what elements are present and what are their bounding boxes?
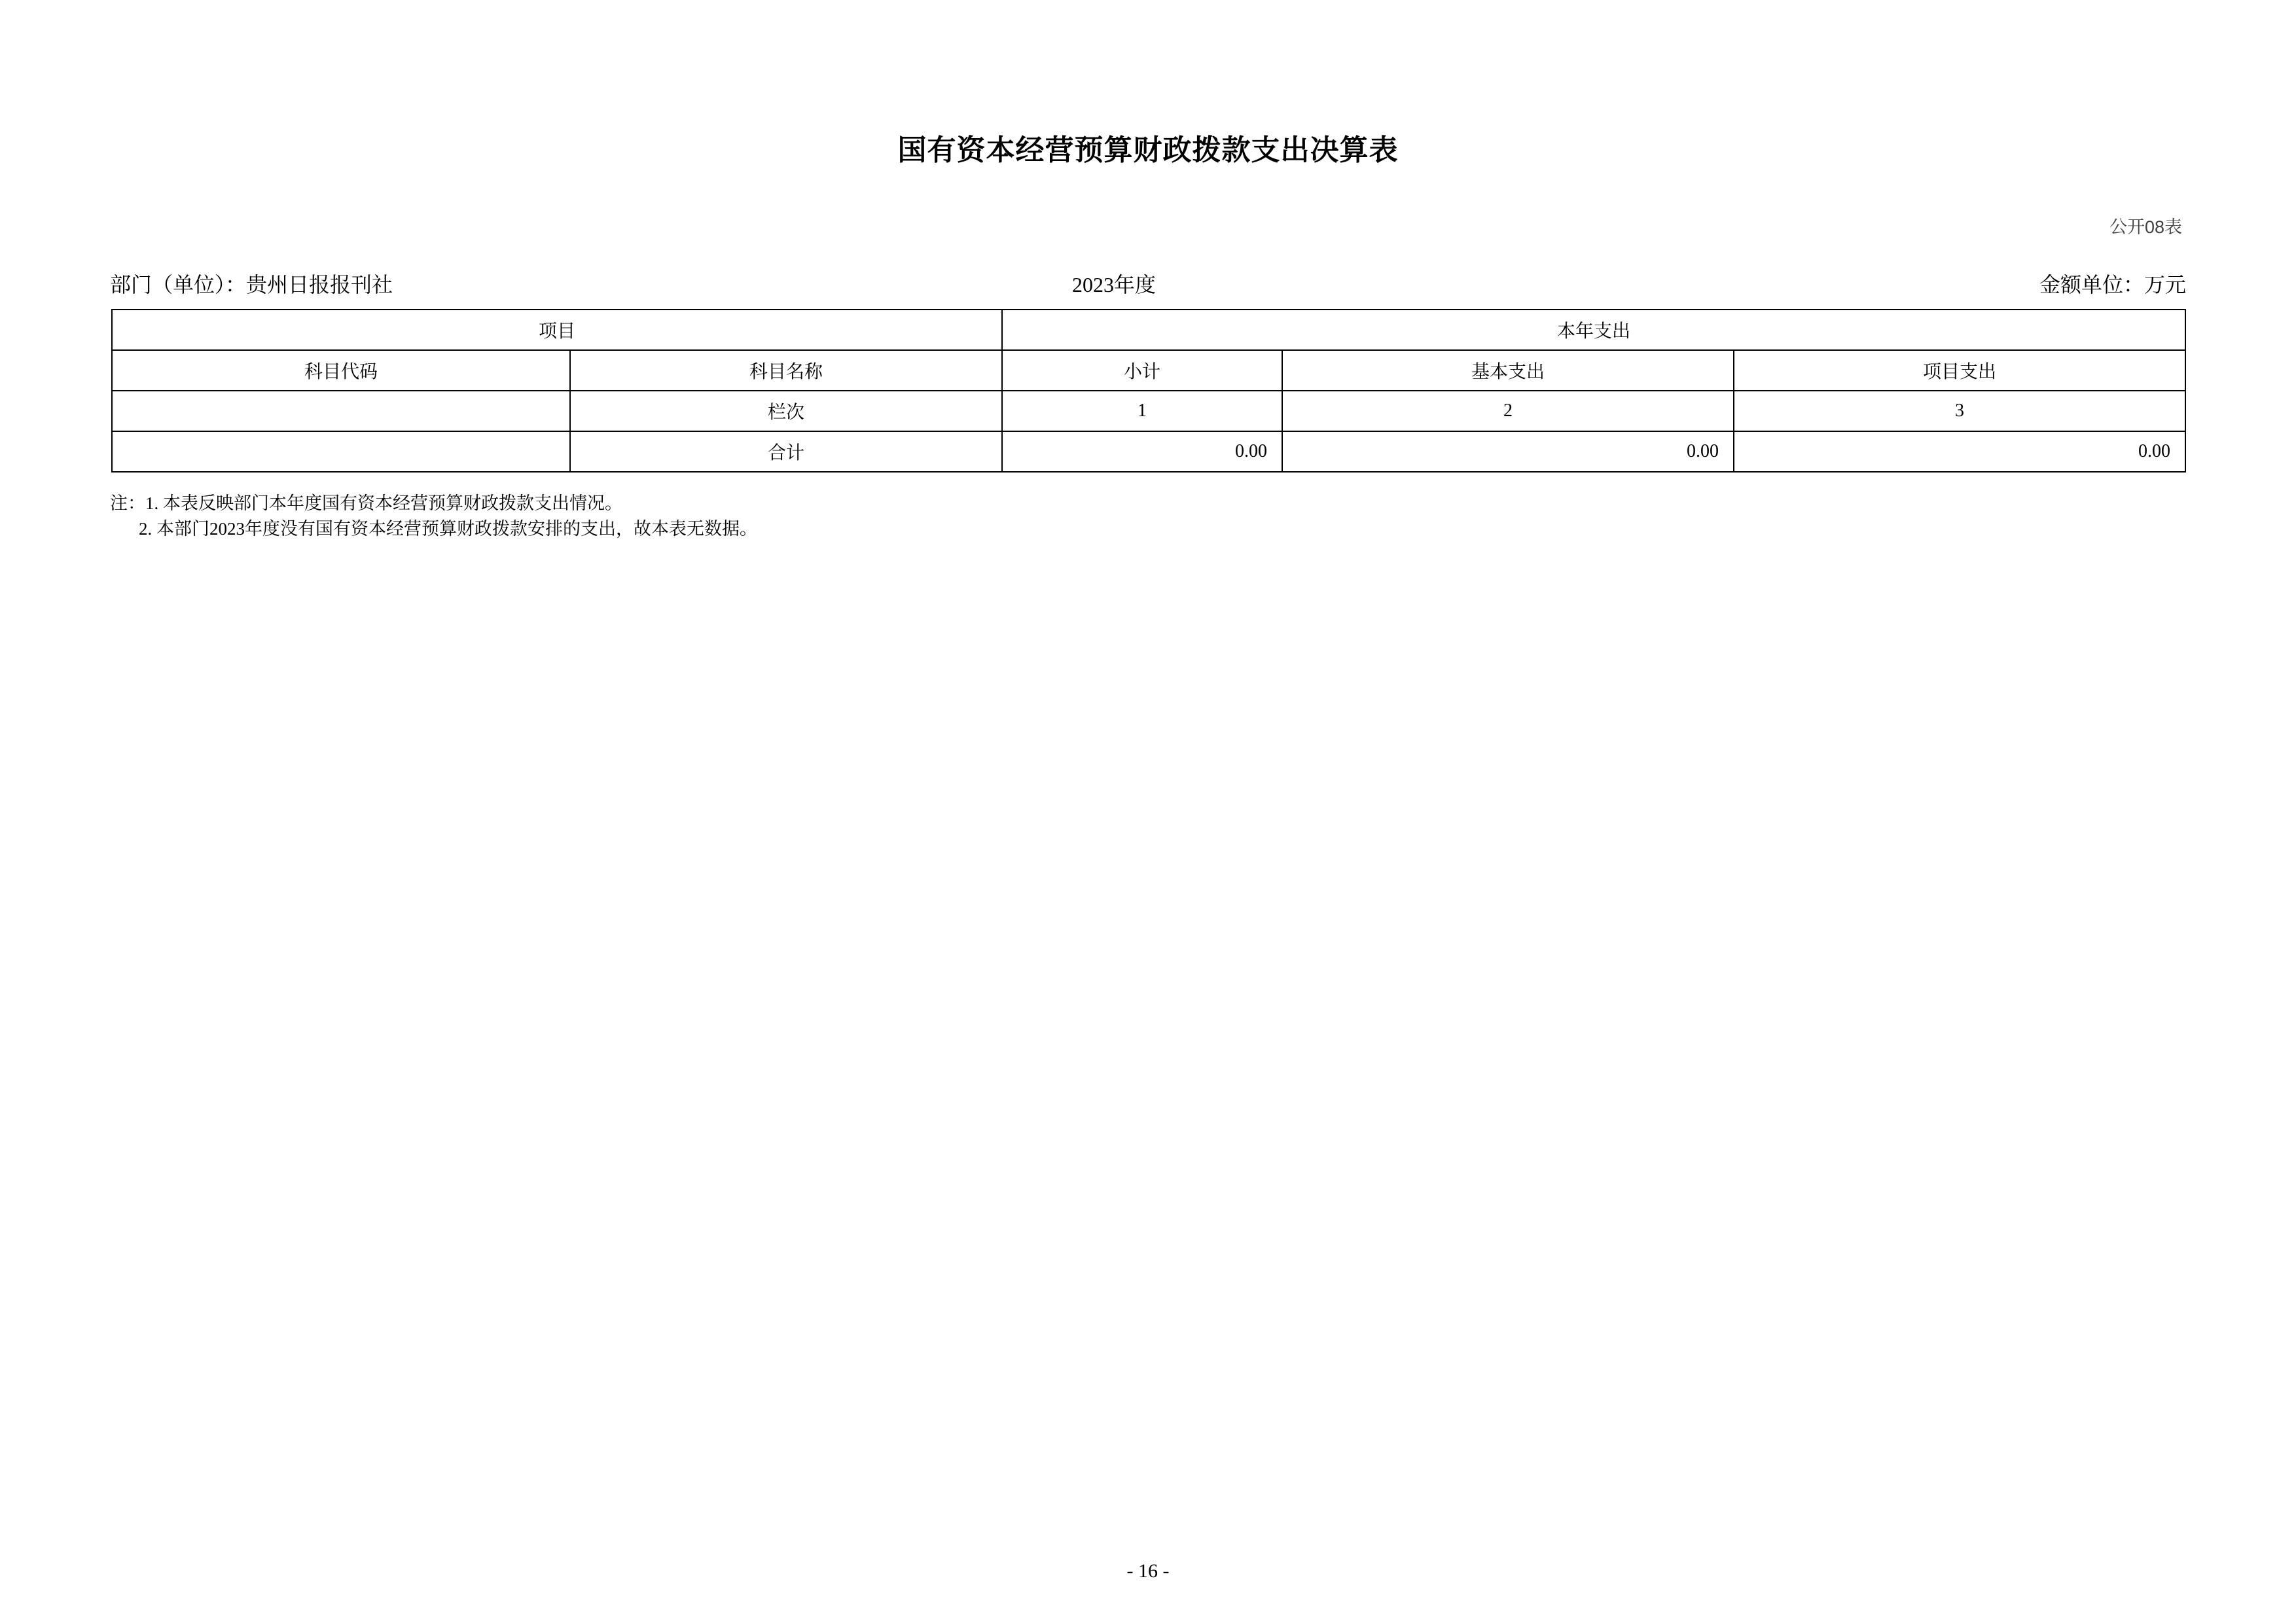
note-line-2: 2. 本部门2023年度没有国有资本经营预算财政拨款安排的支出，故本表无数据。 [139,519,757,539]
header-basic-expenditure: 基本支出 [1282,350,1734,391]
form-number-label: 公开08表 [2109,217,2182,237]
page-number: - 16 - [1126,1560,1170,1582]
cell-subject-name: 合计 [570,431,1002,472]
amount-unit: 金额单位：万元 [2039,273,2186,296]
column-index-basic: 2 [1282,391,1734,431]
note-line-1: 注：1. 本表反映部门本年度国有资本经营预算财政拨款支出情况。 [110,493,622,513]
department-label [110,268,393,298]
cell-subtotal: 0.00 [1002,431,1282,472]
header-subject-code: 科目代码 [112,350,570,391]
cell-basic-expenditure: 0.00 [1282,431,1734,472]
table-meta-row [110,268,2186,297]
table-notes [110,491,2073,542]
fiscal-year: 2023年度 [1072,273,1157,296]
cell-project-expenditure: 0.00 [1734,431,2185,472]
page-title: 国有资本经营预算财政拨款支出决算表 [897,134,1399,166]
table-group-header-row [112,310,2185,350]
header-project-expenditure: 项目支出 [1734,350,2185,391]
table-column-header-row [112,350,2185,391]
header-project-group: 项目 [112,310,1002,350]
table-row [112,431,2185,472]
department-value: 贵州日报报刊社 [246,273,393,296]
header-subject-name: 科目名称 [570,350,1002,391]
cell-subject-code [112,431,570,472]
header-current-year-expenditure-group: 本年支出 [1002,310,2185,350]
table-column-index-row [112,391,2185,431]
department-label-text: 部门（单位）： [110,273,247,296]
column-index-label: 栏次 [570,391,1002,431]
column-index-project: 3 [1734,391,2185,431]
budget-expenditure-table [111,309,2186,473]
header-subtotal: 小计 [1002,350,1282,391]
column-index-empty [112,391,570,431]
column-index-subtotal: 1 [1002,391,1282,431]
